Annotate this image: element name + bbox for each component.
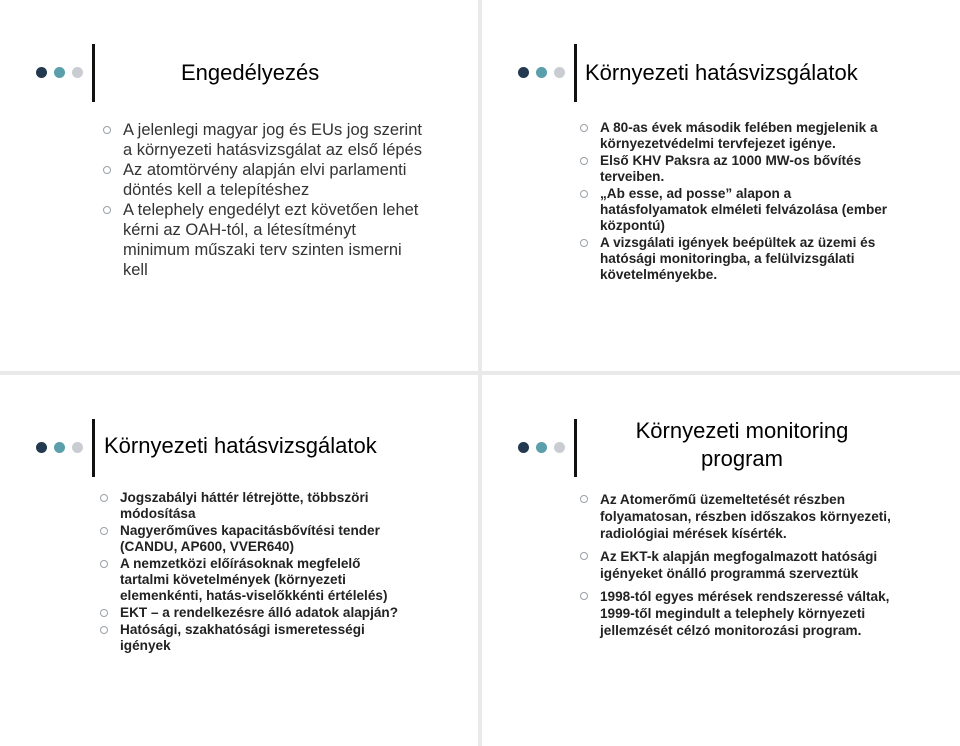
bullet-list bbox=[580, 120, 898, 284]
slide-engedelyezes bbox=[0, 0, 478, 371]
bullet-item: A nemzetközi előírásoknak megfelelő tartalmi követelmények (környezeti elemenkénti, hatás-viselőkkénti értélelés) bbox=[100, 556, 410, 604]
dot-teal bbox=[54, 67, 65, 78]
bullet-item: 1998-tól egyes mérések rendszeressé váltak, 1999-től megindult a telephely környezeti jellemzését célzó monitorozási program. bbox=[580, 588, 900, 639]
decor-dots bbox=[36, 67, 96, 79]
bullet-item: A telephely engedélyt ezt követően lehet kérni az OAH-tól, a létesítményt minimum műszaki terv szinten ismerni kell bbox=[103, 200, 425, 280]
title-divider bbox=[574, 44, 577, 102]
dot-grey bbox=[554, 67, 565, 78]
bullet-item: Hatósági, szakhatósági ismeretességi igények bbox=[100, 622, 410, 654]
bullet-list bbox=[100, 490, 410, 655]
bullet-item: A jelenlegi magyar jog és EUs jog szerint a környezeti hatásvizsgálat az első lépés bbox=[103, 120, 425, 160]
dot-grey bbox=[554, 442, 565, 453]
bullet-item: „Ab esse, ad posse” alapon a hatásfolyamatok elméleti felvázolása (ember központú) bbox=[580, 186, 898, 234]
dot-dark bbox=[36, 67, 47, 78]
title-divider bbox=[574, 419, 577, 477]
decor-dots bbox=[36, 442, 96, 454]
bullet-item: Az Atomerőmű üzemeltetését részben folyamatosan, részben időszakos környezeti, radiológiai mérések kísérték. bbox=[580, 491, 900, 542]
bullet-item: EKT – a rendelkezésre álló adatok alapján? bbox=[100, 605, 410, 621]
bullet-item: Nagyerőműves kapacitásbővítési tender (CANDU, AP600, VVER640) bbox=[100, 523, 410, 555]
title-divider bbox=[92, 44, 95, 102]
bullet-item: Első KHV Paksra az 1000 MW-os bővítés terveiben. bbox=[580, 153, 898, 185]
decor-dots bbox=[518, 442, 578, 454]
slide-title: Engedélyezés bbox=[181, 60, 320, 85]
slide-title bbox=[582, 418, 902, 472]
bullet-item: Az EKT-k alapján megfogalmazott hatósági igényeket önálló programmá szerveztük bbox=[580, 548, 900, 582]
slide-kornyezeti-monitoring-program bbox=[482, 375, 960, 746]
slide-title-line: program bbox=[701, 446, 783, 471]
dot-grey bbox=[72, 442, 83, 453]
slide-title: Környezeti hatásvizsgálatok bbox=[585, 60, 858, 85]
bullet-item: Az atomtörvény alapján elvi parlamenti döntés kell a telepítéshez bbox=[103, 160, 425, 200]
dot-dark bbox=[36, 442, 47, 453]
bullet-list bbox=[580, 491, 900, 645]
slide-title: Környezeti hatásvizsgálatok bbox=[104, 433, 377, 458]
dot-teal bbox=[54, 442, 65, 453]
slide-title-line: Környezeti monitoring bbox=[635, 418, 849, 443]
bullet-item: A vizsgálati igények beépültek az üzemi és hatósági monitoringba, a felülvizsgálati követelményekbe. bbox=[580, 235, 898, 283]
slide-kornyezeti-hatasvizsgalatok-2 bbox=[0, 375, 478, 746]
dot-dark bbox=[518, 442, 529, 453]
dot-dark bbox=[518, 67, 529, 78]
slide-kornyezeti-hatasvizsgalatok-1 bbox=[482, 0, 960, 371]
dot-teal bbox=[536, 442, 547, 453]
bullet-list bbox=[103, 120, 425, 280]
bullet-item: A 80-as évek második felében megjelenik a környezetvédelmi tervfejezet igénye. bbox=[580, 120, 898, 152]
title-divider bbox=[92, 419, 95, 477]
dot-grey bbox=[72, 67, 83, 78]
dot-teal bbox=[536, 67, 547, 78]
bullet-item: Jogszabályi háttér létrejötte, többszöri módosítása bbox=[100, 490, 410, 522]
decor-dots bbox=[518, 67, 578, 79]
